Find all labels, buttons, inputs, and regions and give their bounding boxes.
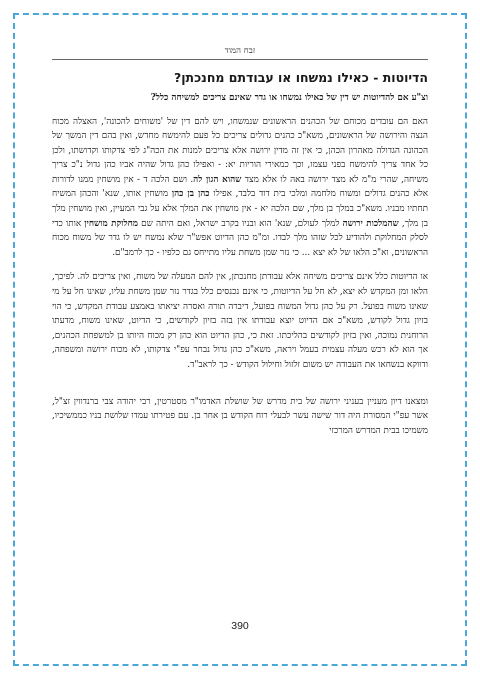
paragraph-1-bold-1: שהוא הגון לה (193, 174, 242, 185)
running-header-title: זבח המוד (224, 46, 256, 56)
paragraph-1-bold-2: כהן בן כהן (171, 189, 210, 200)
paragraph-1-bold-3: שהמלכות ירושה (342, 218, 399, 229)
paragraph-3: ומצאנו דיון מעניין בעניני ירושה של בית מדרש של שושלת האדמו"ר מסטרטין, רבי יהודה צבי ברנדווין זצ"ל, אשר עפ"י המסורת היה דור שישה עשר לבעלי רוח הקודש בן אחר בן. עם פטירתו עמדו שלושת בניו כממשיכיו, משמיכו בבית המדרש המרכזי (52, 396, 428, 436)
paragraph-1-part-i: אותו כדי לסלק המחלוקת ולהודיע לכל שזהו מלך לבדו. ומ"מ כהן הדיוט אפש"ר שלא נמשח יש לו גדר של משוח מכוח הראשונים, וא"כ הלאו של לא יצא ... כי נזר שמן משחת עליו מתייחס גם כלפיו - כך לרמב"ם. (52, 218, 428, 258)
paragraph-1-bold-4: מחלוקת מושחין (84, 218, 139, 229)
section-heading: הדיוטות - כאילו נמשחו או עבודתם מחנכתן? (174, 70, 428, 85)
section-question: וצ"ע אם להדיוטות יש דין של כאילו נמשחו או גדר שאינם צריכים למשיחה כלל? (150, 93, 428, 103)
paragraph-1 (52, 115, 428, 261)
page-number: 390 (231, 620, 249, 632)
paragraph-1-part-c: . ושם הלכה ד - אין מושחין ממנו לדורות אלא כהנים גדולים ומשוח מלחמה ומלכי בית דוד בלבד, אפילו (52, 174, 429, 200)
paragraph-1-part-e: מושחין אותו, שנא' והכהן המשיח תחתיו מבניו. משא"כ במלך בן מלך, שם הלכה יא - אין מושחין את המלך אלא על גבי המעיין, ואין מושחין מלך בן מלך, (52, 189, 428, 229)
paragraph-1-part-g: למלך לעולם, שנא' הוא ובניו בקרב ישראל, ואם היתה שם (138, 218, 343, 229)
paragraph-2: או הדיוטות כלל אינם צריכים משיחה אלא עבודתן מחנכתן, אין להם המעלה של משוח, ואין צריכים לה. לפיכך, הלאו ומן המקדש לא יצא, לא חל על הדיוטות, כי אינם נכנסים כלל בגדר נזר שמן משחת עליו, שאינו חל על מי שאינו משוח בפועל. רק על כהן גדול המשוח בפועל, דיברה תורה ואסרה יציאתו באמצע עבודת המקדש, כי הוי בזיון גדול לקודש, משא"כ אם הדיוט יוצא עבודתו אין בזה בזיון לקודשים, כי הדיוט, שאינו משוח, מדעתו הרוחנית נמוכה, ואין בזיון לקודשים בהליכתו. זאת כי, כהן הדיוט הוא כהן רק מכוח היותו בן למשפחת הכהנים, אך הוא לא רכש מעלה עצמית בעמל ויראה, משא"כ כהן גדול נבחר עפ"י צדקותו, לא מכוח ירושה ומשפחה, ודווקא בנשחאו את העבודה יש משום זלזול וחילול הקודש - כך לראב"ד. (52, 272, 428, 370)
header-divider (52, 59, 428, 60)
paragraph-1-part-a: האם הם עובדים מכוחם של הכהנים הראשונים שנמשחו, ויש להם דין של 'משוחים להכונה', האצלה מכוח הנצה והירושה של הראשונים, משא"כ כהנים גדולים צריכים כל פעם להימשח מחדש, ואין בהם דין המשך של הכהונה הגדולה מאהרון הכהן, כי אין זה מדין ירושה אלא צריכים למנות את הכה"ג לפי צדקותו וקדושתו, ולכן כל אחד צריך להימשח בפני עצמו, וכך כמאירי הוריות יא: - ואפילו כהן גדול שהיה אביו כהן גדול נ"כ צריך משיחה, שהרי מ"מ לא מצד ירושה באה לו אלא מצד (52, 116, 428, 185)
page-content (52, 64, 428, 438)
